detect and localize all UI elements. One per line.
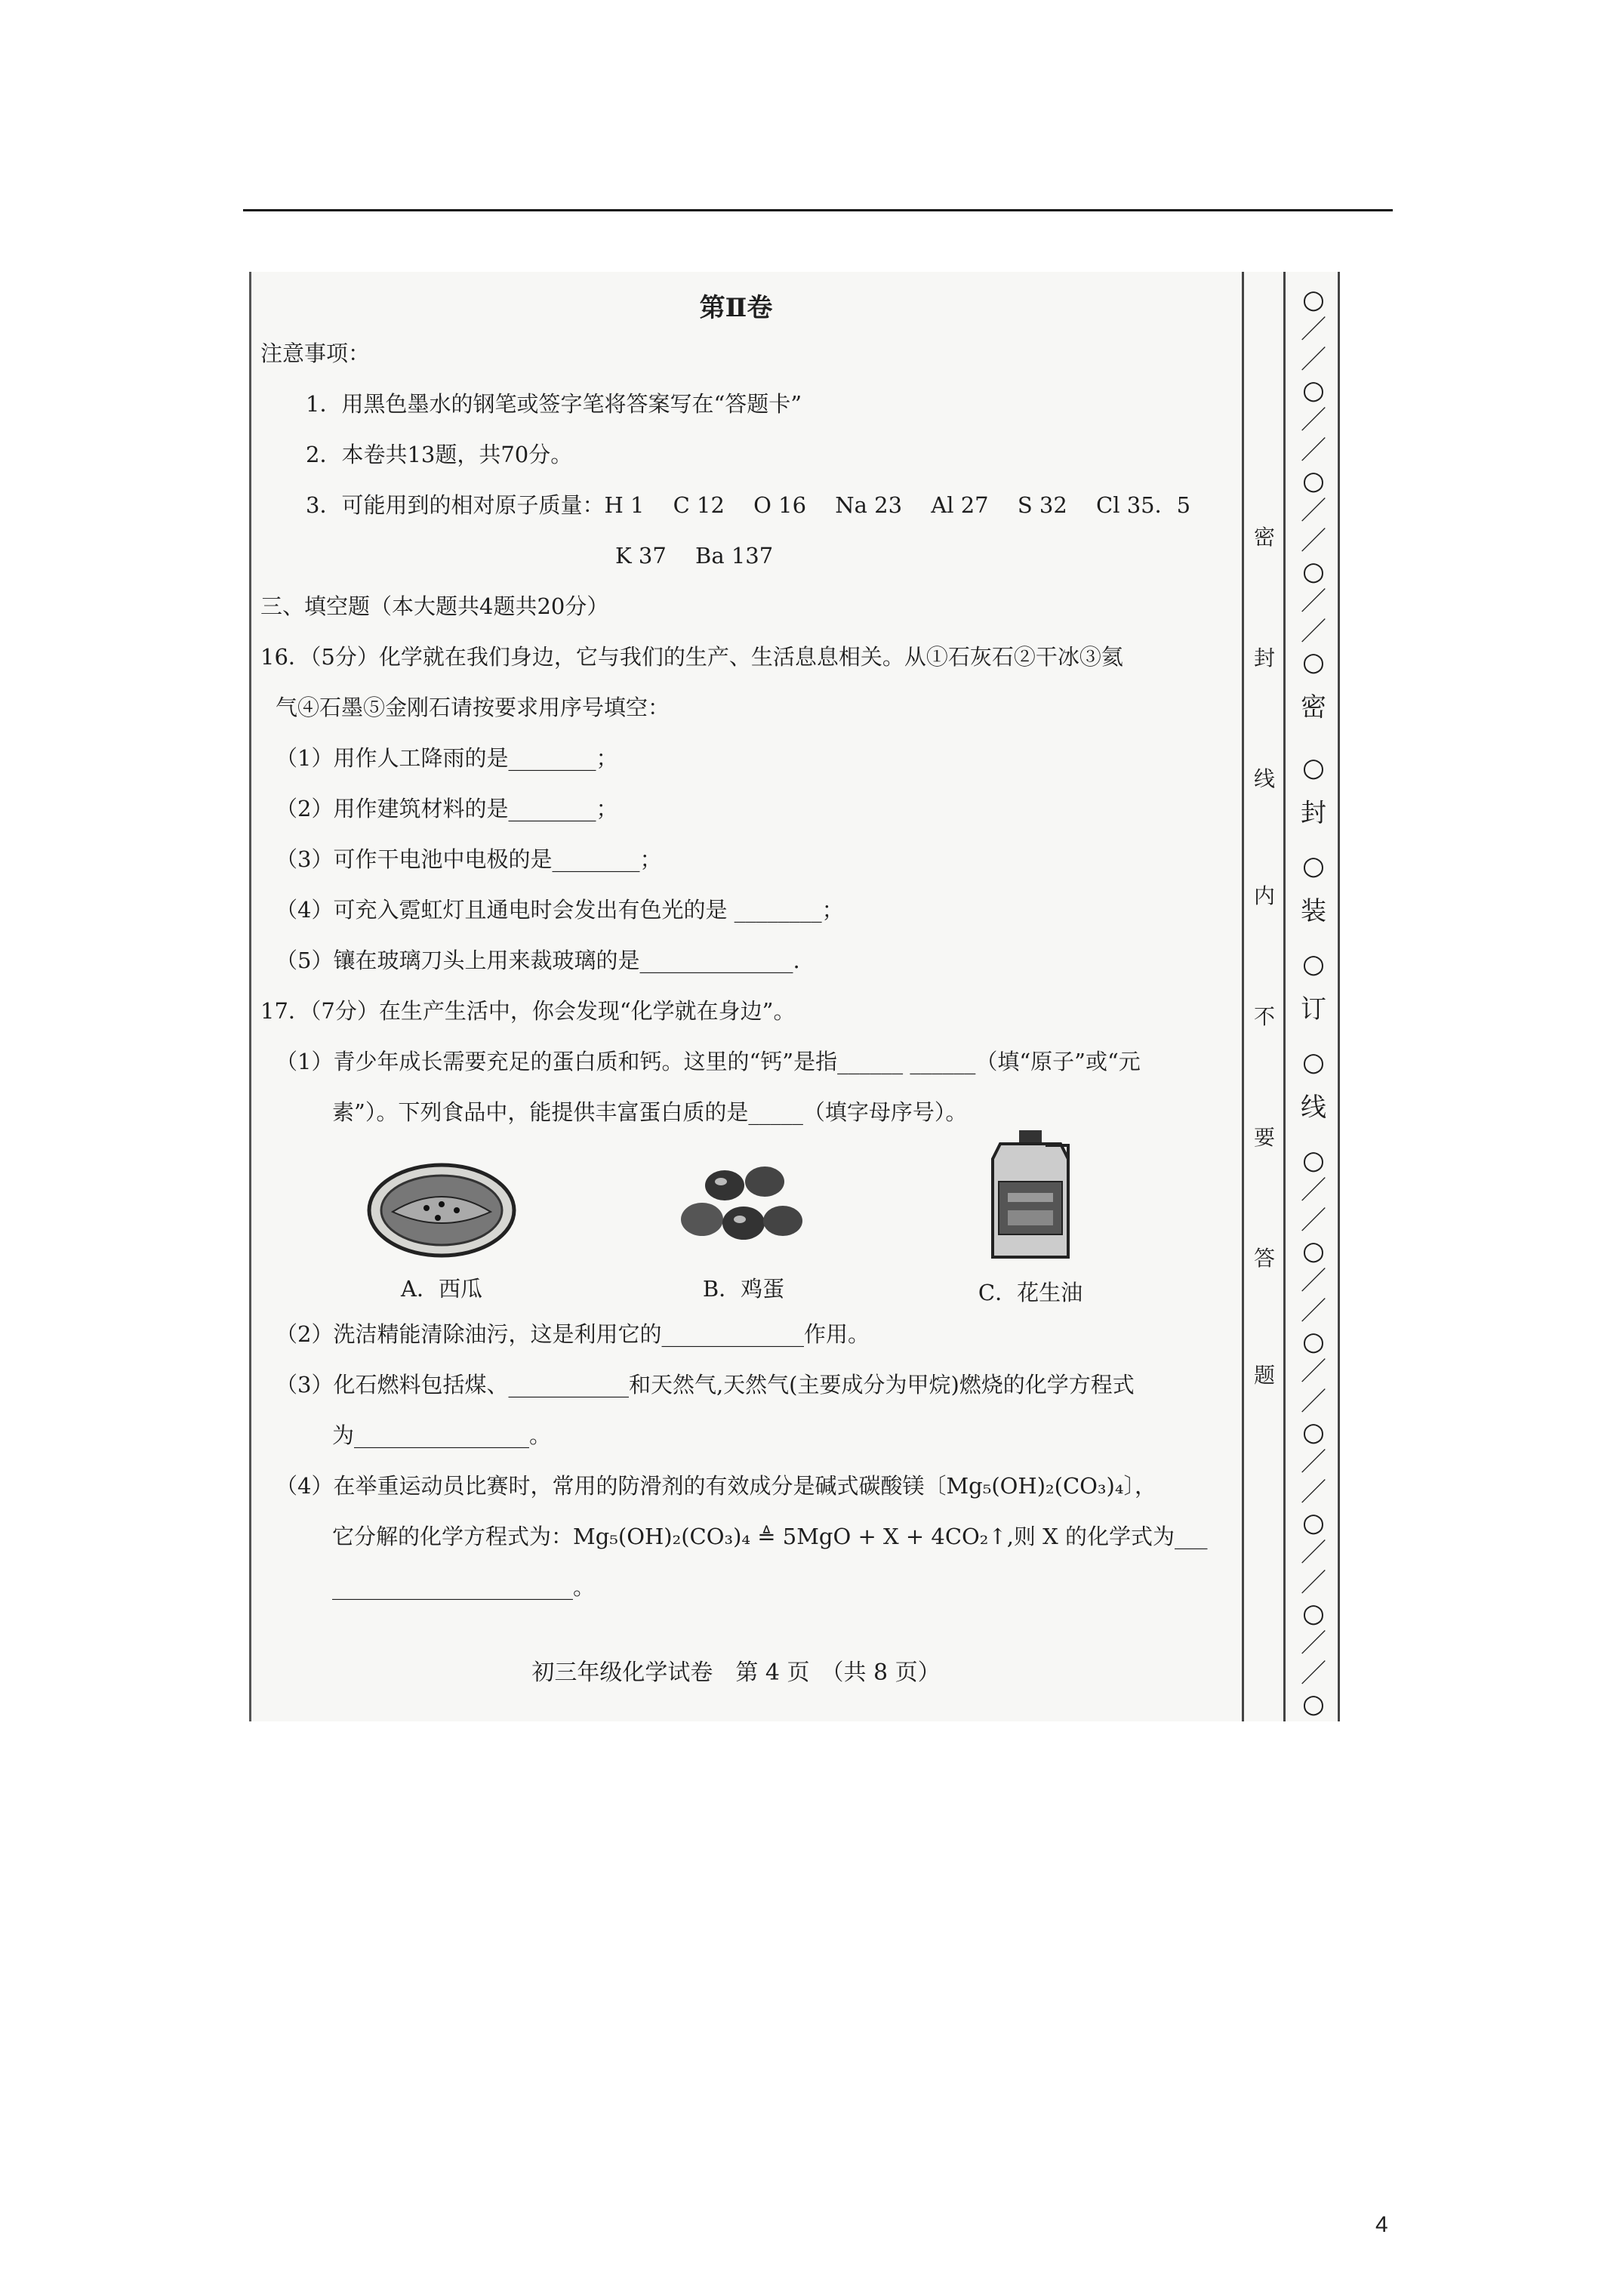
food-option-a [351, 1151, 532, 1303]
ring-mark: ／ [1301, 617, 1326, 647]
q17-part4: （4）在举重运动员比赛时，常用的防滑剂的有效成分是碱式碳酸镁〔Mg₅(OH)₂(CO₃)₄〕， [276, 1473, 1156, 1499]
q16-item: （5）镶在玻璃刀头上用来裁玻璃的是______________. [276, 948, 800, 973]
food-options [260, 1151, 1212, 1321]
seal-char: 不 [1253, 1004, 1275, 1029]
ring-mark: ○ [1302, 949, 1325, 979]
ring-mark: ○ [1302, 375, 1325, 405]
seal-char: 线 [1253, 766, 1275, 791]
q16-item: （3）可作干电池中电极的是________； [276, 846, 662, 872]
q17-part4: 它分解的化学方程式为：Mg₅(OH)₂(CO₃)₄ ≜ 5MgO + X + 4CO₂↑,则 X 的化学式为___ [332, 1524, 1208, 1549]
exam-content [260, 287, 1212, 1625]
seal-char: 装 [1301, 896, 1326, 926]
oil-bottle-icon [955, 1129, 1106, 1268]
binding-line-inner [1242, 272, 1244, 1721]
ring-mark: ／ [1301, 436, 1326, 466]
page-number: 4 [1375, 2212, 1388, 2237]
ring-mark: ○ [1302, 1508, 1325, 1538]
ring-mark: ／ [1301, 1478, 1326, 1508]
q17-part3: （3）化石燃料包括煤、___________和天然气,天然气(主要成分为甲烷)燃烧的化学方程式 [276, 1372, 1135, 1398]
seal-char: 订 [1301, 994, 1326, 1025]
page-footer: 初三年级化学试卷 第 4 页 （共 8 页） [531, 1660, 941, 1686]
ring-mark: ○ [1302, 1689, 1325, 1719]
scan-left-edge [249, 272, 251, 1721]
ring-mark: ／ [1301, 405, 1326, 436]
q17-part1: （1）青少年成长需要充足的蛋白质和钙。这里的“钙”是指______ ______（填“原子”或“元 [276, 1049, 1141, 1074]
top-rule [243, 209, 1393, 211]
ring-mark: ／ [1301, 1538, 1326, 1568]
q16-item: （1）用作人工降雨的是________； [276, 745, 618, 771]
q17-part2: （2）洗洁精能清除油污，这是利用它的_____________作用。 [276, 1321, 870, 1347]
notice-heading: 注意事项： [260, 341, 371, 366]
seal-char: 内 [1253, 883, 1275, 908]
binding-line-middle [1283, 272, 1286, 1721]
ring-mark: ／ [1301, 315, 1326, 345]
seal-char: 要 [1253, 1125, 1275, 1150]
ring-mark: ○ [1302, 1047, 1325, 1077]
ring-mark: ／ [1301, 1206, 1326, 1236]
food-label: A．西瓜 [401, 1276, 482, 1302]
notice-item: 1．用黑色墨水的钢笔或签字笔将答案写在“答题卡” [306, 391, 802, 417]
ring-mark: ○ [1302, 1598, 1325, 1629]
ring-mark: ／ [1301, 345, 1326, 375]
section-title: 第Ⅱ卷 [699, 293, 773, 323]
ring-mark: ○ [1302, 1327, 1325, 1357]
q16-stem: 16．（5分）化学就在我们身边，它与我们的生产、生活息息相关。从①石灰石②干冰③氦 [260, 644, 1123, 670]
ring-mark: ／ [1301, 526, 1326, 556]
q17-part1: 素”）。下列食品中，能提供丰富蛋白质的是_____（填字母序号）。 [332, 1099, 968, 1125]
q16-item: （4）可充入霓虹灯且通电时会发出有色光的是 ________； [276, 897, 844, 923]
food-label: B．鸡蛋 [702, 1276, 785, 1302]
q17-part3: 为________________。 [332, 1422, 552, 1448]
ring-mark: ○ [1302, 753, 1325, 783]
ring-mark: ○ [1302, 851, 1325, 881]
seal-char: 线 [1301, 1093, 1326, 1123]
ring-mark: ／ [1301, 1296, 1326, 1327]
ring-mark: ／ [1301, 1266, 1326, 1296]
q16-item: （2）用作建筑材料的是________； [276, 796, 618, 821]
ring-mark: ○ [1302, 285, 1325, 315]
food-option-c [940, 1129, 1121, 1307]
ring-mark: ○ [1302, 1417, 1325, 1447]
part3-heading: 三、填空题（本大题共4题共20分） [260, 593, 609, 619]
ring-mark: ○ [1302, 556, 1325, 587]
ring-mark: ／ [1301, 587, 1326, 617]
ring-mark: ○ [1302, 1236, 1325, 1266]
food-option-b [653, 1151, 834, 1303]
ring-mark: ／ [1301, 1659, 1326, 1689]
seal-char: 密 [1301, 692, 1326, 723]
seal-char: 封 [1253, 646, 1275, 670]
seal-char: 题 [1253, 1363, 1275, 1388]
ring-mark: ○ [1302, 1145, 1325, 1176]
notice-item: 2．本卷共13题，共70分。 [306, 442, 573, 467]
seal-char: 答 [1253, 1246, 1275, 1271]
seal-outer-column [1287, 272, 1340, 1721]
seal-char: 封 [1301, 798, 1326, 828]
q17-part4: ______________________。 [332, 1574, 596, 1600]
ring-mark: ／ [1301, 1176, 1326, 1206]
ring-mark: ○ [1302, 466, 1325, 496]
ring-mark: ／ [1301, 1629, 1326, 1659]
q17-stem: 17．（7分）在生产生活中，你会发现“化学就在身边”。 [260, 998, 796, 1024]
seal-char: 密 [1253, 525, 1275, 550]
notice-item: 3．可能用到的相对原子质量：H 1 C 12 O 16 Na 23 Al 27 S 32 Cl 35．5 [306, 492, 1191, 518]
ring-mark: ／ [1301, 1568, 1326, 1598]
ring-mark: ○ [1302, 647, 1325, 677]
food-label: C．花生油 [978, 1280, 1083, 1305]
q16-stem: 气④石墨⑤金刚石请按要求用序号填空： [276, 695, 670, 720]
watermelon-icon [366, 1151, 517, 1265]
notice-item: K 37 Ba 137 [615, 543, 774, 569]
eggs-icon [668, 1151, 819, 1265]
ring-mark: ／ [1301, 1357, 1326, 1387]
ring-mark: ／ [1301, 496, 1326, 526]
ring-mark: ／ [1301, 1447, 1326, 1478]
ring-mark: ／ [1301, 1387, 1326, 1417]
